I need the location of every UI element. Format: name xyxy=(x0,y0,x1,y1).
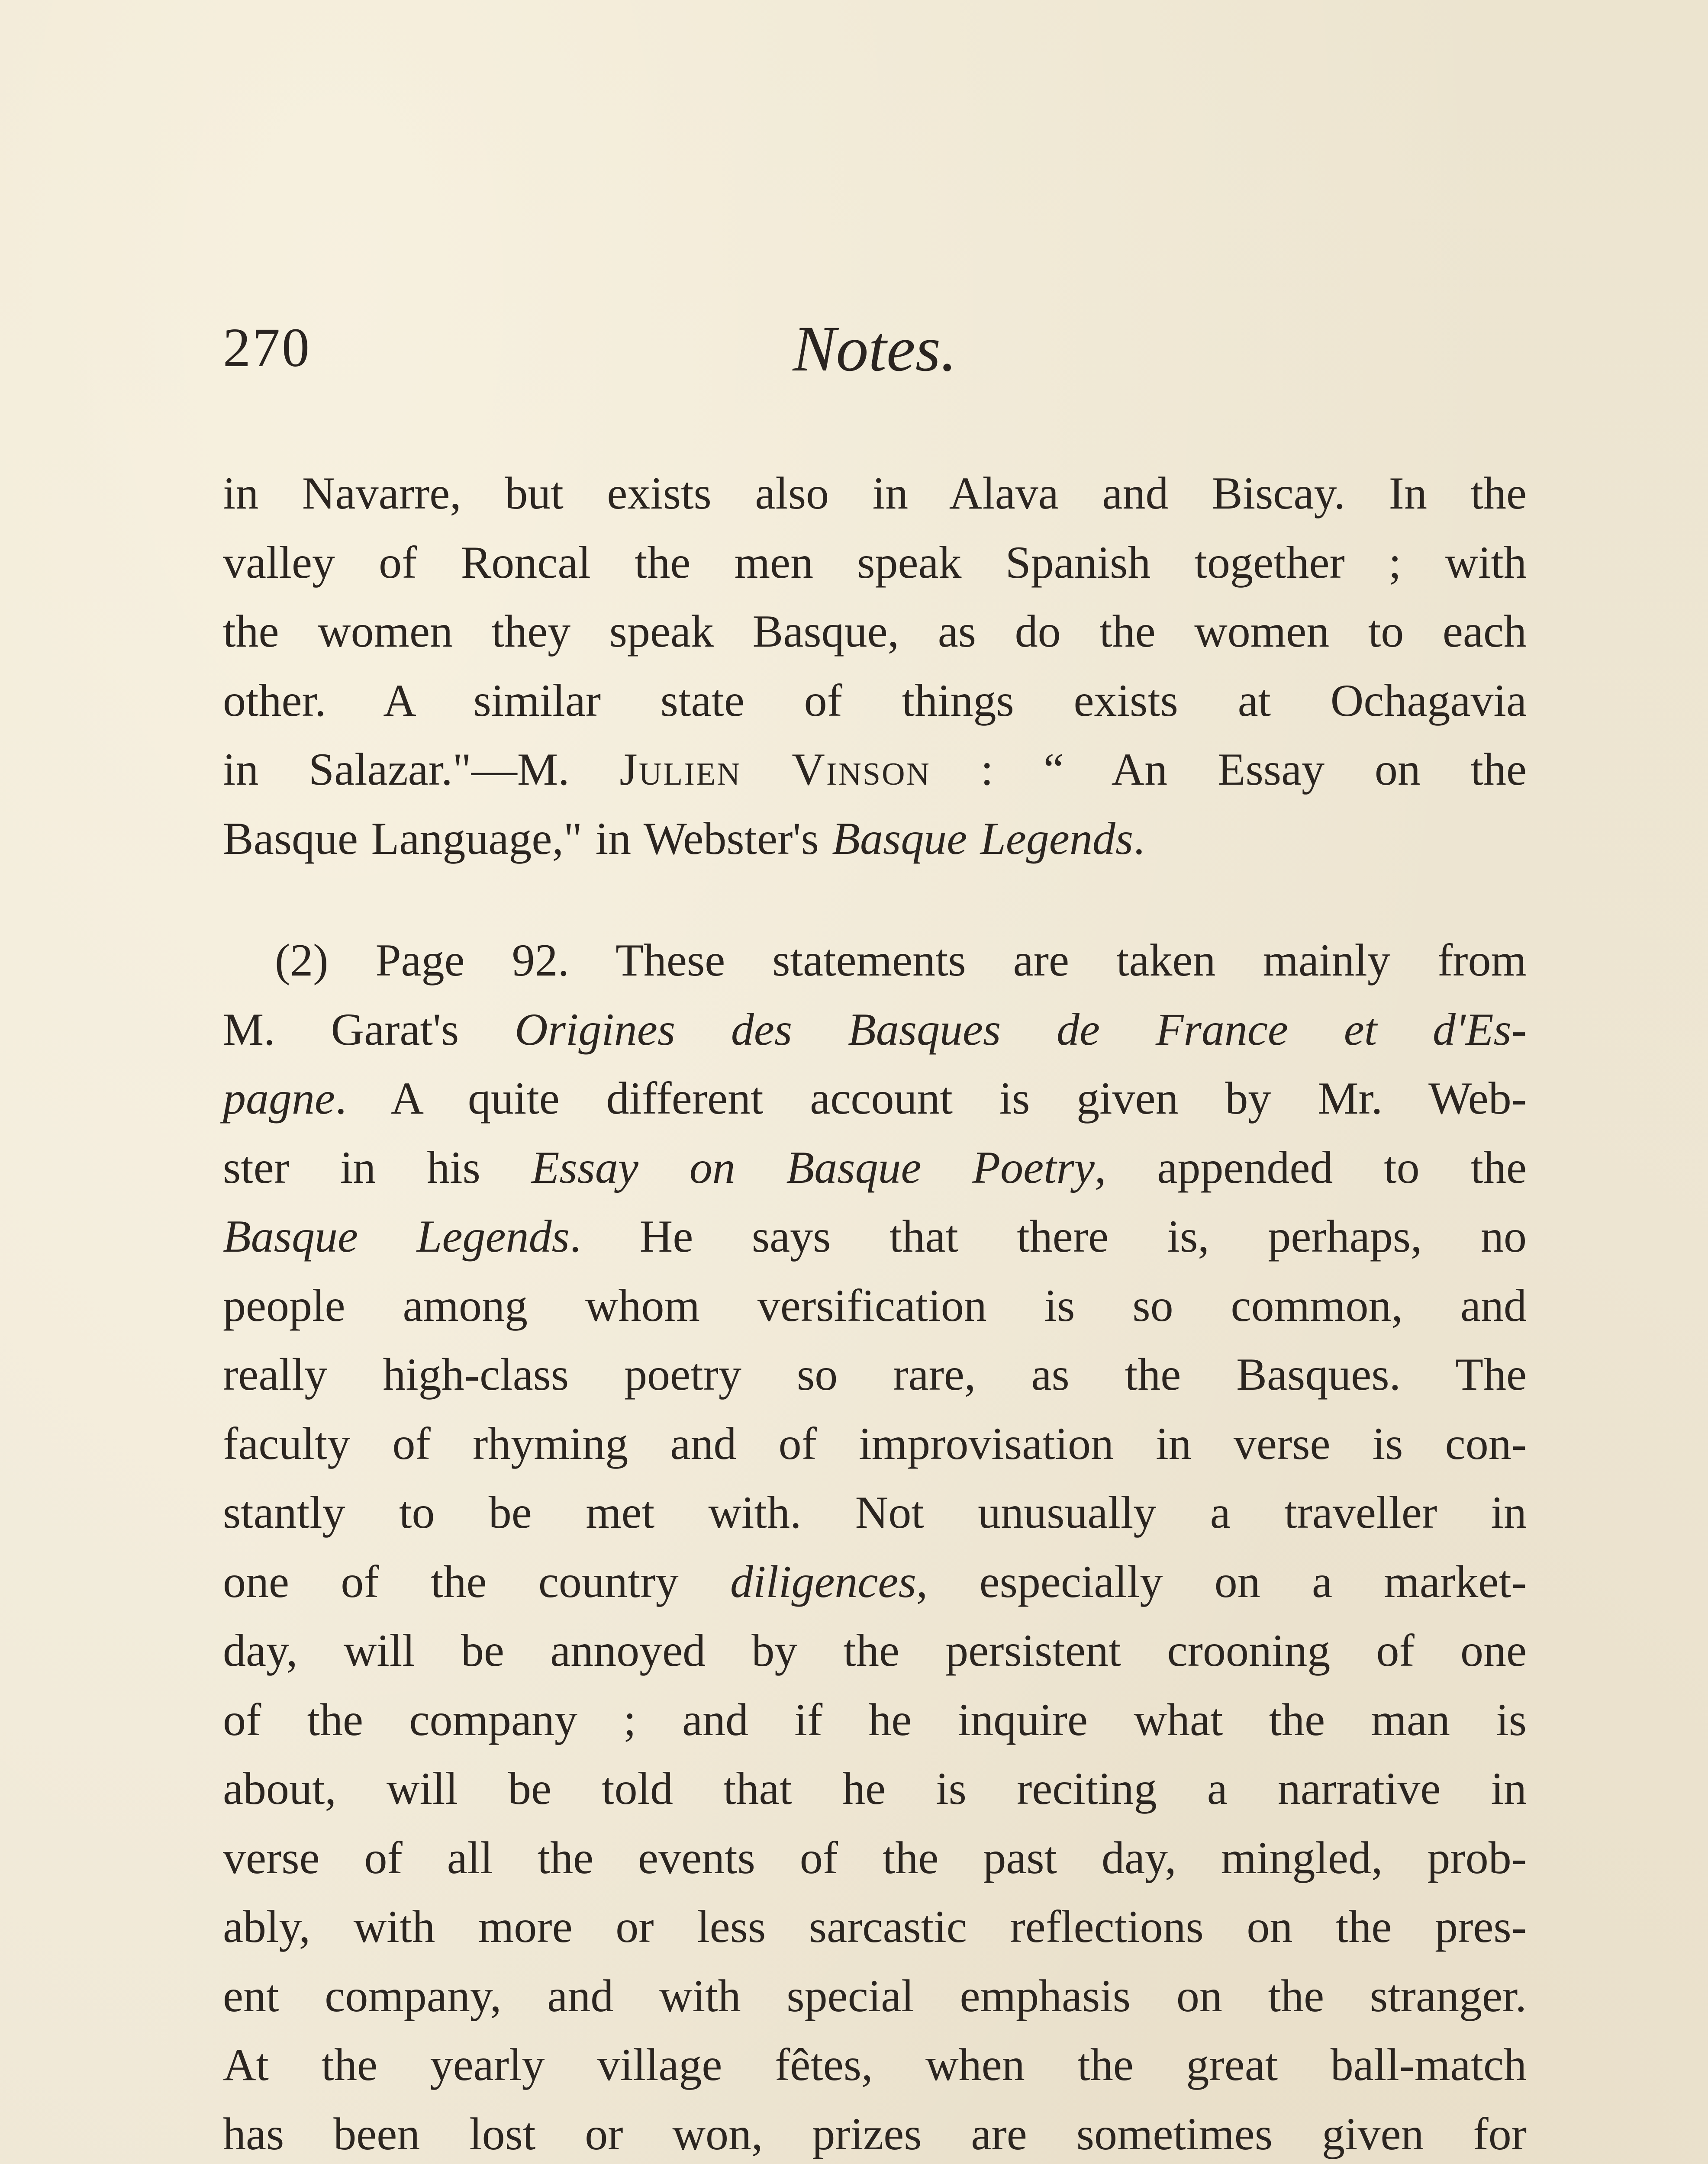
text-line: valley of Roncal the men speak Spanish together ; with xyxy=(223,537,1527,588)
note-2-paragraph xyxy=(223,926,1527,2164)
running-title: Notes. xyxy=(793,313,957,385)
text-line: in Salazar."—M. Julien Vinson : “ An Essay on the xyxy=(223,744,1527,795)
text-line: M. Garat's Origines des Basques de France et d'Es- xyxy=(223,1004,1527,1055)
text-line: ent company, and with special emphasis on the stranger. xyxy=(223,1970,1527,2021)
text-line: other. A similar state of things exists at Ochagavia xyxy=(223,675,1527,726)
text-line: one of the country diligences, especially on a market- xyxy=(223,1556,1527,1607)
text-line: (2) Page 92. These statements are taken mainly from xyxy=(275,935,1527,985)
text-line: At the yearly village fêtes, when the great ball-match xyxy=(223,2039,1527,2090)
text-line: ably, with more or less sarcastic reflections on the pres- xyxy=(223,1901,1527,1952)
text-line: faculty of rhyming and of improvisation in verse is con- xyxy=(223,1418,1527,1469)
text-line: has been lost or won, prizes are sometimes given for xyxy=(223,2108,1527,2159)
text-line: Basque Language," in Webster's Basque Legends. xyxy=(223,813,1145,864)
text-line: the women they speak Basque, as do the women to each xyxy=(223,606,1527,657)
text-line: stantly to be met with. Not unusually a traveller in xyxy=(223,1487,1527,1538)
body-text xyxy=(223,459,1527,2164)
text-line: pagne. A quite different account is given by Mr. Web- xyxy=(223,1073,1527,1124)
text-line: people among whom versification is so common, and xyxy=(223,1280,1527,1331)
text-line: in Navarre, but exists also in Alava and Biscay. In the xyxy=(223,468,1527,518)
text-line: really high-class poetry so rare, as the Basques. The xyxy=(223,1349,1527,1400)
text-line: about, will be told that he is reciting a narrative in xyxy=(223,1763,1527,1814)
paragraph-gap xyxy=(223,873,1527,926)
text-line: Basque Legends. He says that there is, perhaps, no xyxy=(223,1211,1527,1262)
text-line: verse of all the events of the past day, mingled, prob- xyxy=(223,1832,1527,1883)
text-line: day, will be annoyed by the persistent crooning of one xyxy=(223,1625,1527,1676)
text-line: ster in his Essay on Basque Poetry, appended to the xyxy=(223,1142,1527,1193)
page-number: 270 xyxy=(223,317,311,378)
text-line: of the company ; and if he inquire what the man is xyxy=(223,1694,1527,1745)
running-head xyxy=(223,312,1527,390)
paragraph-continued xyxy=(223,459,1527,873)
